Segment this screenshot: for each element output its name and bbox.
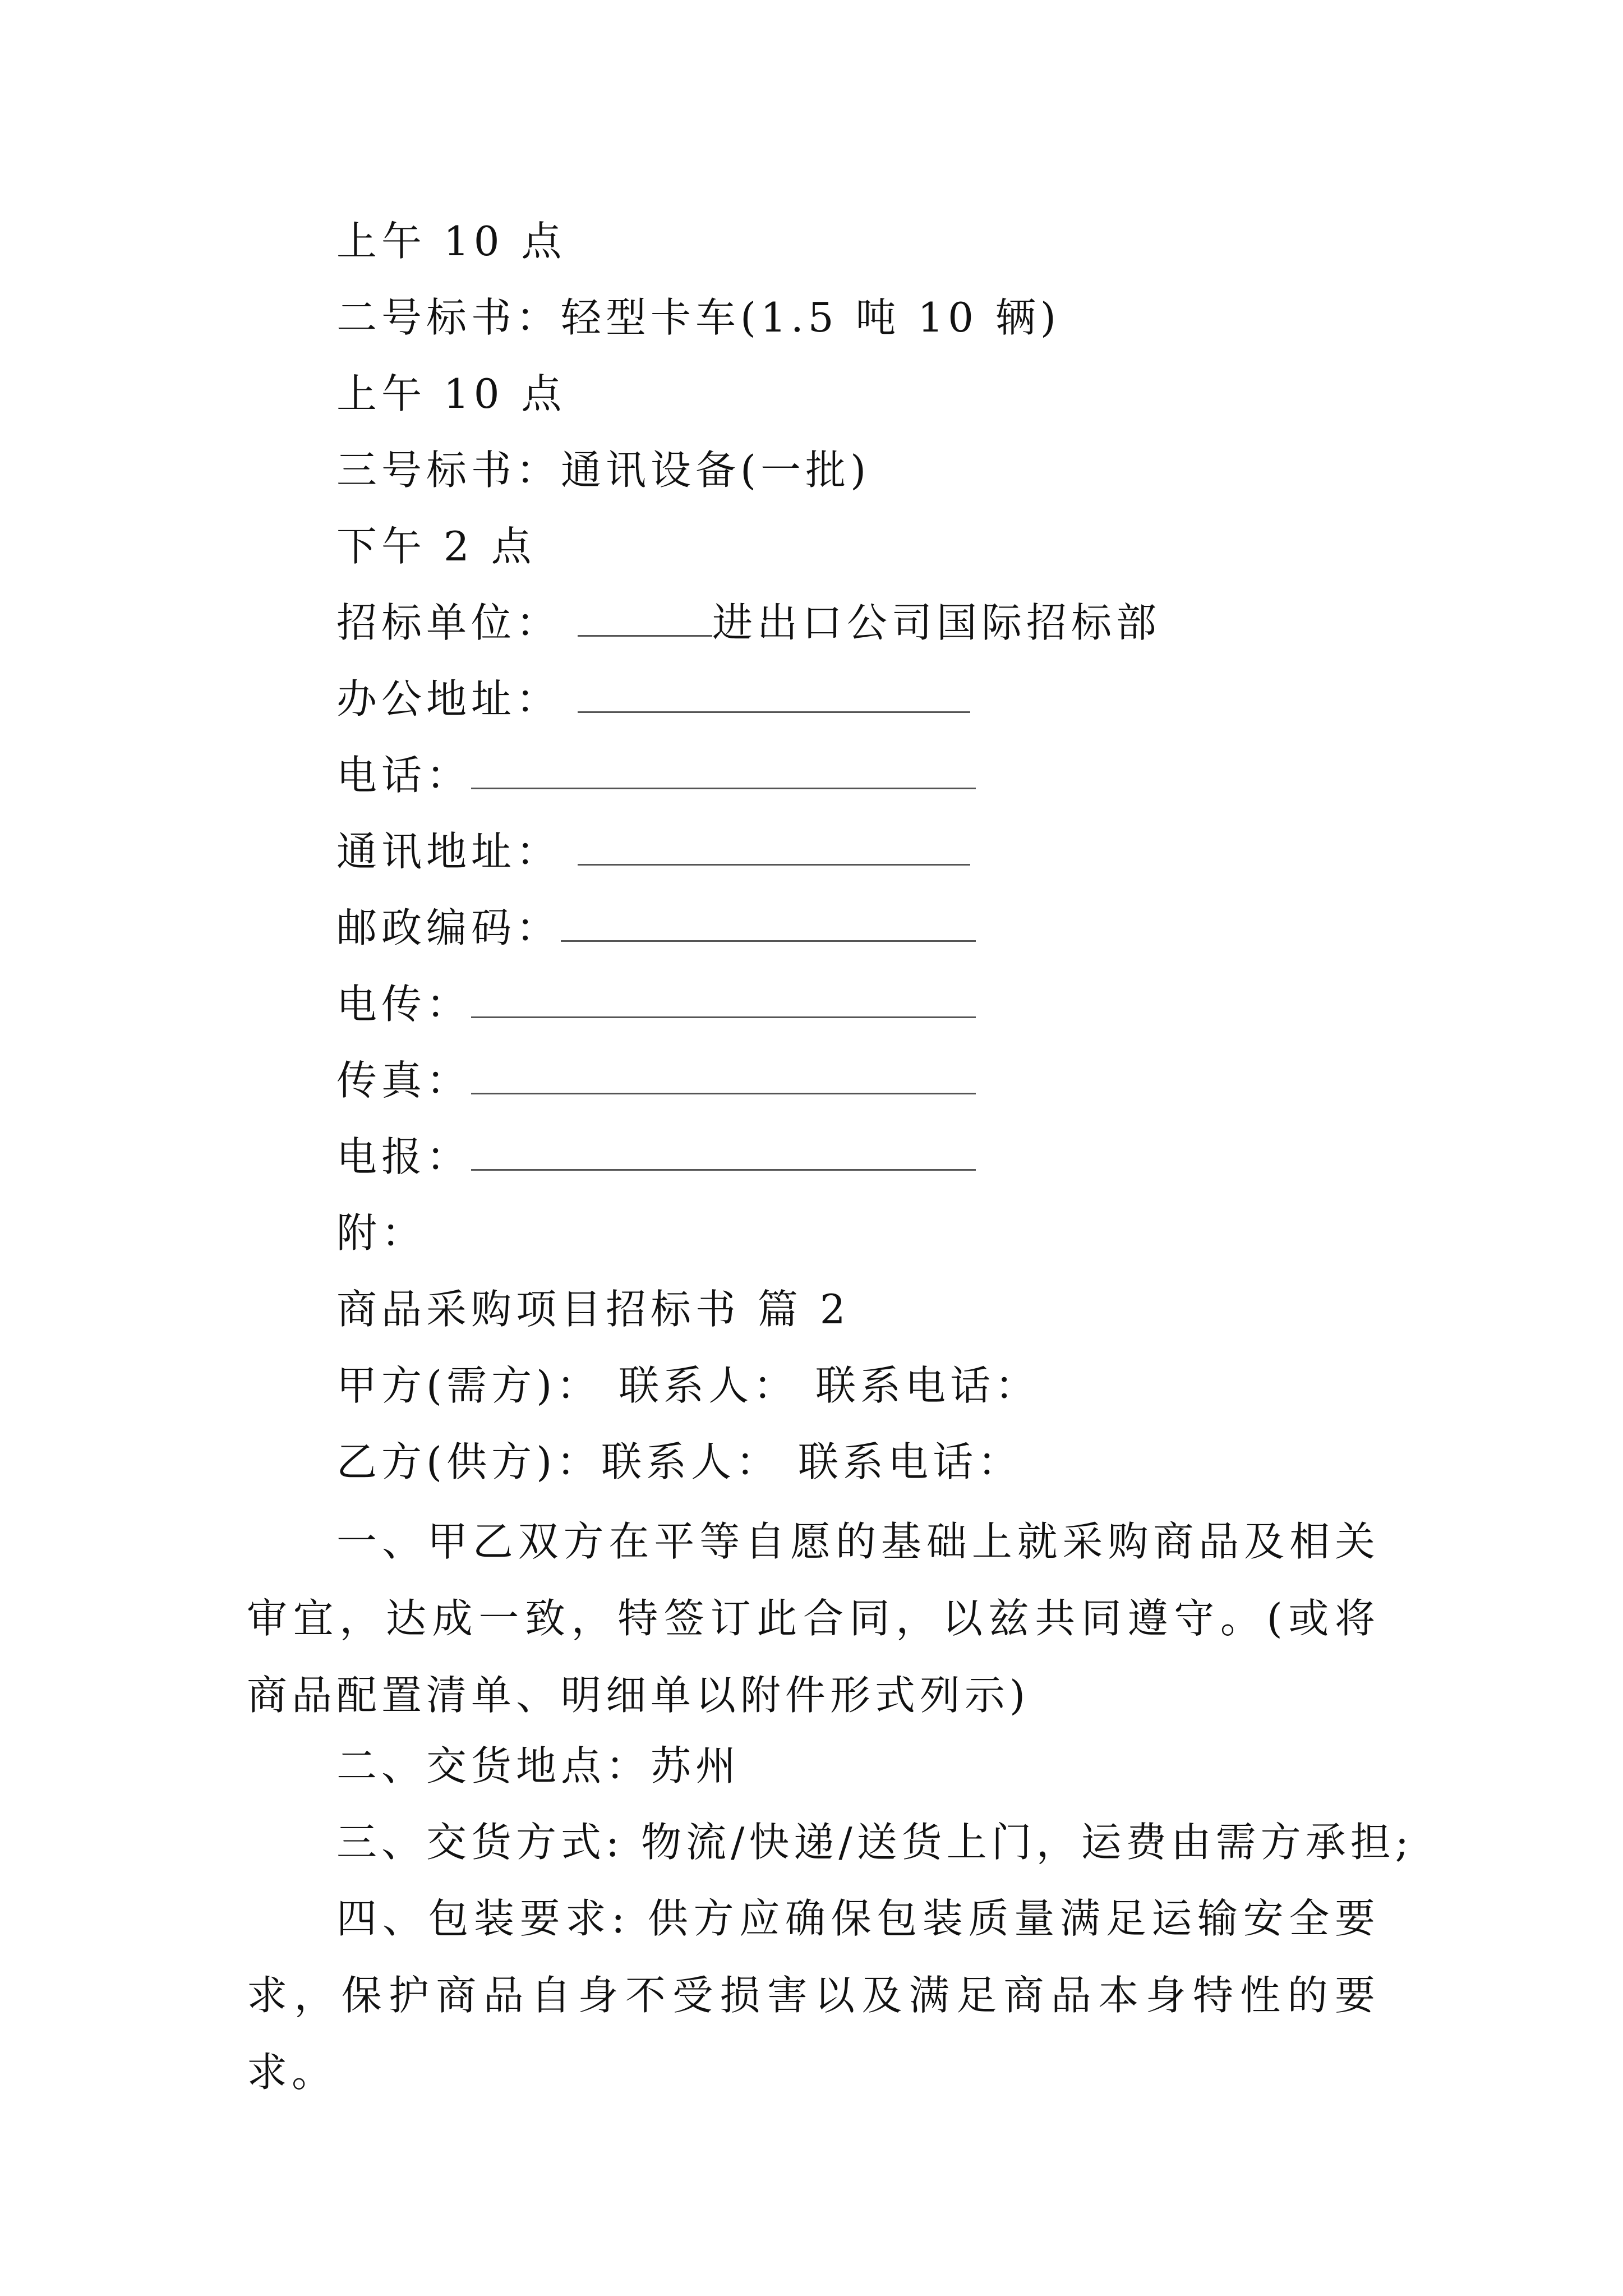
office-address-row <box>336 671 970 727</box>
mailing-address-row <box>336 823 970 880</box>
postcode-label: 邮政编码： <box>336 904 561 951</box>
clause-2-line: 二、交货地点：苏州 <box>336 1742 741 1789</box>
phone-row <box>336 747 976 803</box>
clause-1-paragraph: 一、甲乙双方在平等自愿的基础上就采购商品及相关审宜，达成一致，特签订此合同，以兹共同遵守。(或将商品配置清单、明细单以附件形式列示) <box>247 1518 1380 1719</box>
telegram-row <box>336 1129 976 1185</box>
telex-label: 电传： <box>336 981 472 1028</box>
time-line-1: 上午 10 点 <box>336 218 566 265</box>
telegram-label: 电报： <box>336 1133 472 1180</box>
telegram-blank[interactable] <box>471 1130 976 1171</box>
telex-blank[interactable] <box>471 977 976 1018</box>
attachment-label: 附： <box>336 1209 427 1257</box>
phone-label: 电话： <box>336 752 472 799</box>
telex-row <box>336 976 976 1032</box>
time-line-3: 下午 2 点 <box>336 523 536 570</box>
phone-blank[interactable] <box>471 748 976 789</box>
fax-row <box>336 1052 976 1108</box>
bid-2-line: 二号标书：轻型卡车(1.5 吨 10 辆) <box>336 294 1061 341</box>
bidding-unit-row <box>336 595 1161 651</box>
bidding-unit-value: 进出口公司国际招标部 <box>712 599 1161 646</box>
office-address-blank[interactable] <box>578 672 970 713</box>
party-b-line: 乙方(供方)：联系人： 联系电话： <box>336 1438 1023 1485</box>
clause-4-paragraph: 四、包装要求: 供方应确保包装质量满足运输安全要求，保护商品自身不受损害以及满足商品本身特性的要求。 <box>247 1895 1380 2096</box>
bidding-unit-blank[interactable] <box>578 596 712 637</box>
party-a-line: 甲方(需方)： 联系人： 联系电话： <box>336 1362 1040 1409</box>
bid-3-line: 三号标书：通讯设备(一批) <box>336 447 871 494</box>
fax-blank[interactable] <box>471 1053 976 1094</box>
bidding-unit-label: 招标单位： <box>336 599 561 646</box>
clause-3-line: 三、交货方式: 物流/快递/送货上门，运费由需方承担; <box>336 1819 1413 1866</box>
mailing-address-blank[interactable] <box>578 825 970 866</box>
mailing-address-label: 通讯地址： <box>336 828 561 875</box>
postcode-row <box>336 900 976 956</box>
postcode-blank[interactable] <box>561 901 976 942</box>
section-2-title: 商品采购项目招标书 篇 2 <box>336 1286 850 1333</box>
fax-label: 传真： <box>336 1057 472 1104</box>
time-line-2: 上午 10 点 <box>336 370 566 417</box>
office-address-label: 办公地址： <box>336 675 561 723</box>
